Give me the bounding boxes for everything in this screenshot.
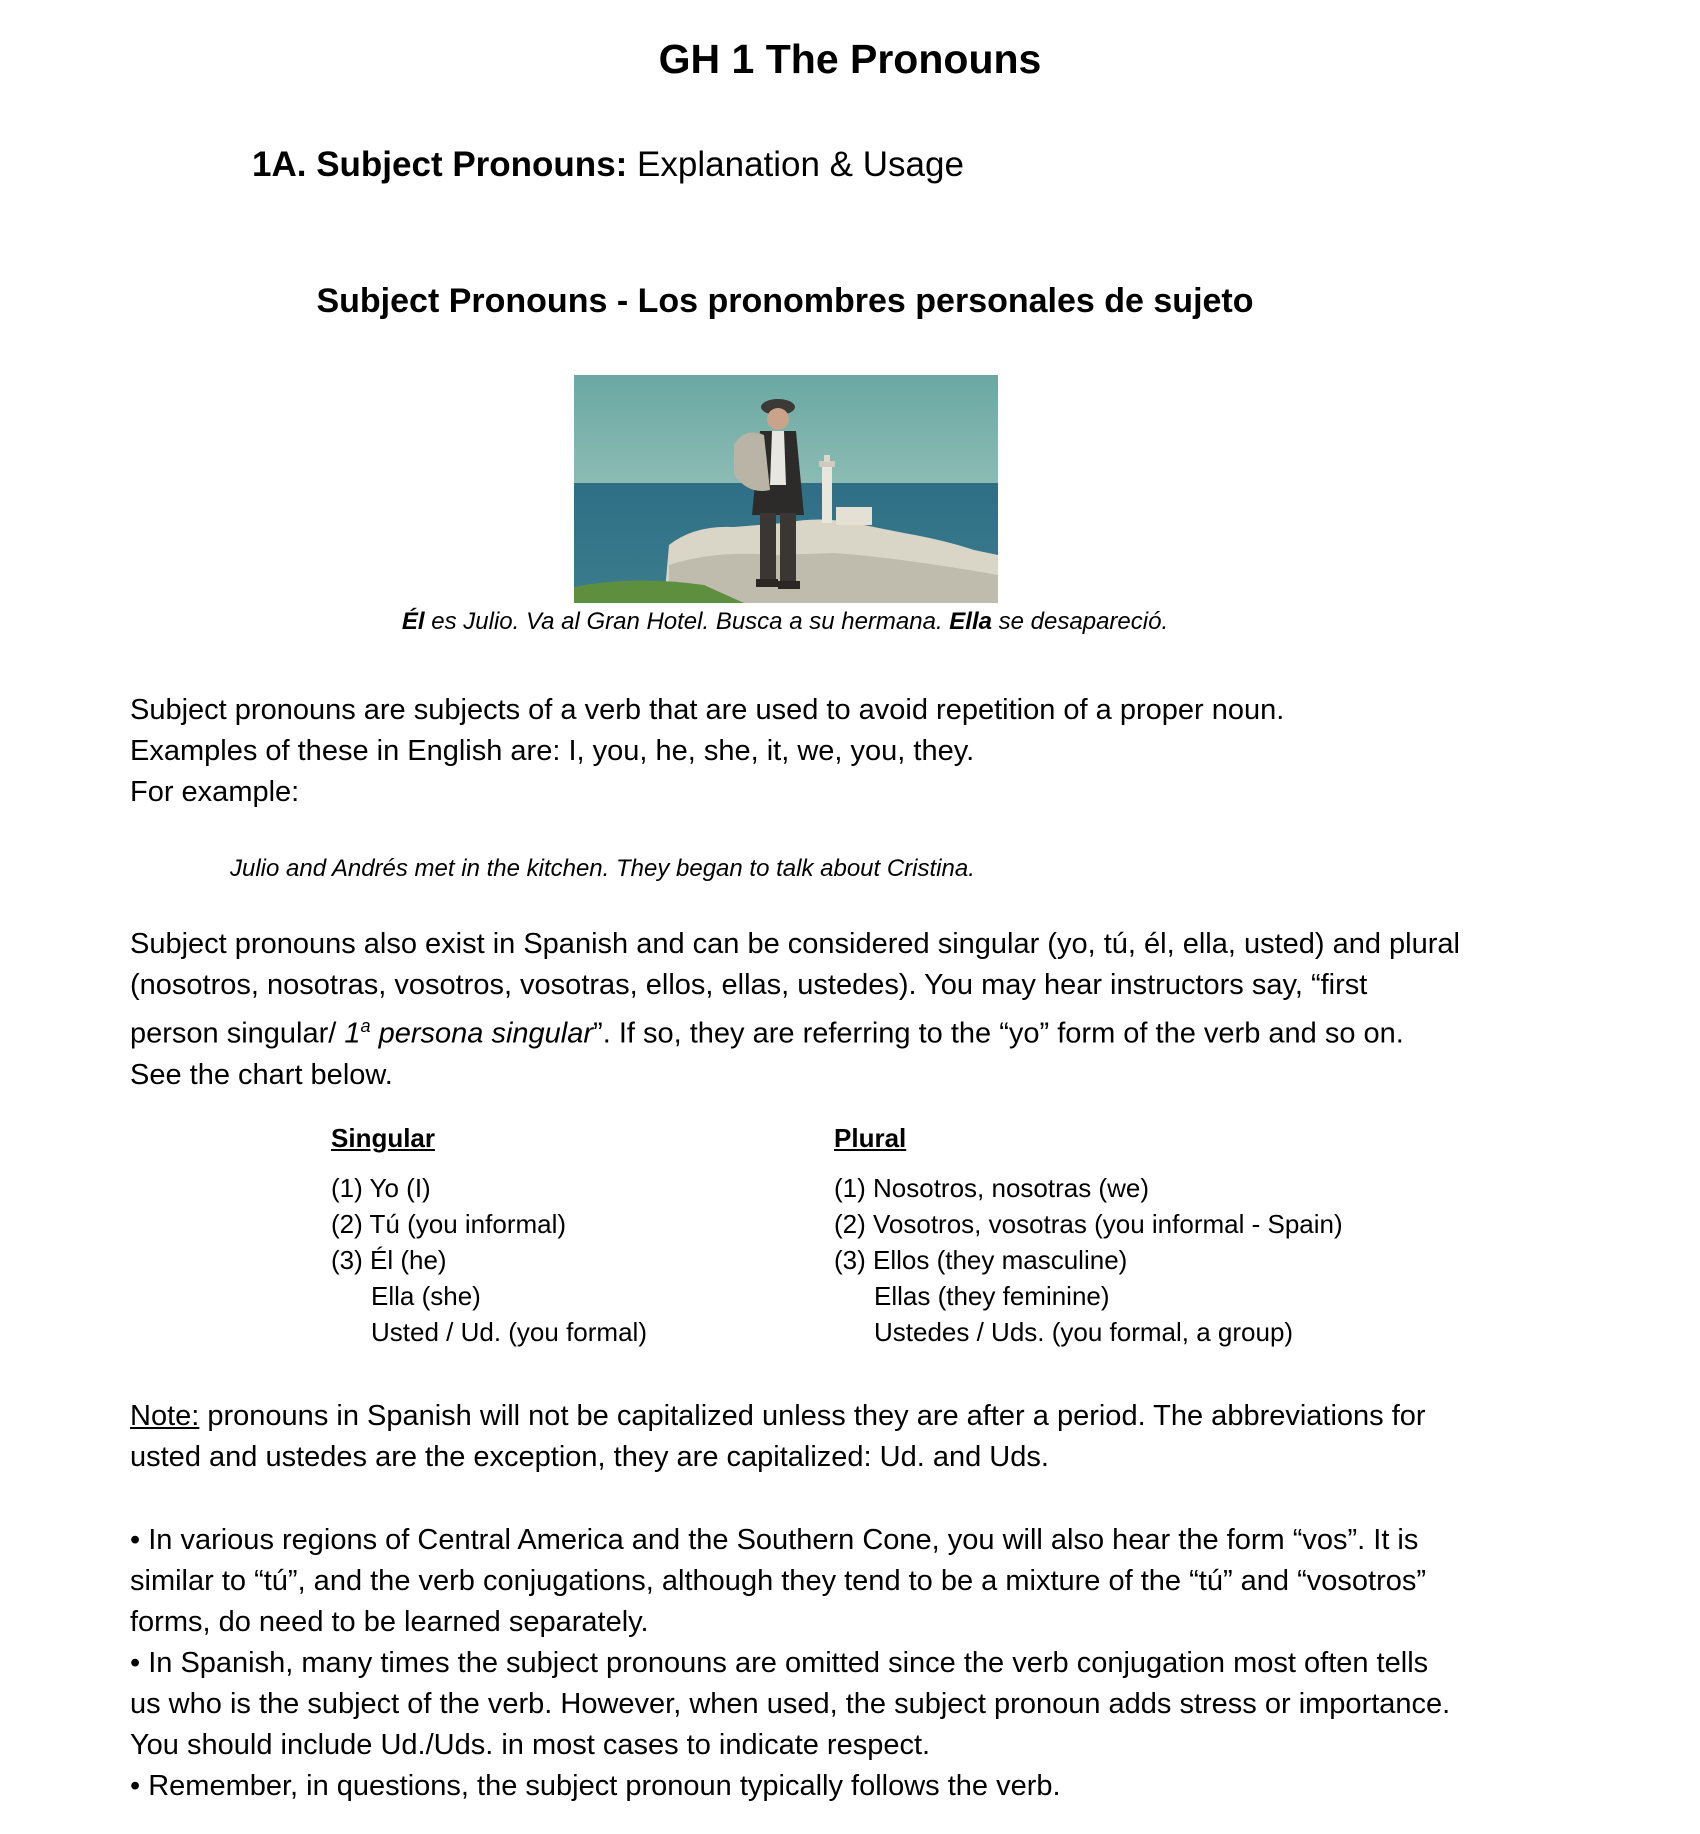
example-sentence: Julio and Andrés met in the kitchen. They began to talk about Cristina. <box>230 855 975 882</box>
plural-row: (3) Ellos (they masculine) <box>834 1245 1128 1275</box>
caption-text-1: es Julio. Va al Gran Hotel. Busca a su hermana. <box>424 608 950 635</box>
singular-row: (3) Él (he) <box>331 1245 447 1275</box>
bullet-item: • In various regions of Central America and the Southern Cone, you will also hear the form “vos”. It is similar to “tú”, and the verb conjugations, although they tend to be a mixture of the “tú” and “vosotros” forms, do need to be learned separately. <box>130 1524 1427 1638</box>
spanish-pronouns-paragraph <box>130 924 1460 1096</box>
bullet-item: • Remember, in questions, the subject pronoun typically follows the verb. <box>130 1770 1061 1802</box>
plural-row: (1) Nosotros, nosotras (we) <box>834 1173 1149 1203</box>
plural-column <box>834 1120 1343 1350</box>
photo-caption <box>0 608 1570 636</box>
caption-pronoun-el: Él <box>401 608 425 635</box>
note-label: Note: <box>130 1400 200 1432</box>
intro-line-2: Examples of these in English are: I, you, he, she, it, we, you, they. <box>130 735 975 767</box>
singular-row: Ella (she) <box>371 1281 481 1311</box>
intro-line-3: For example: <box>130 776 300 808</box>
section-heading <box>252 145 964 185</box>
section-heading-normal: Explanation & Usage <box>637 145 964 184</box>
page-title: GH 1 The Pronouns <box>658 36 1042 82</box>
subheading: Subject Pronouns - Los pronombres personales de sujeto <box>316 282 1254 320</box>
photo-man-lighthouse <box>574 375 998 603</box>
caption-text-2: se desapareció. <box>992 608 1169 635</box>
singular-column <box>331 1120 647 1350</box>
para2-italic-text: persona singular <box>370 1017 594 1050</box>
photo-illustration <box>574 375 998 603</box>
note-text: pronouns in Spanish will not be capitalized unless they are after a period. The abbreviations for usted and ustedes are the exception, they are capitalized: Ud. and Uds. <box>130 1400 1426 1473</box>
bullet-item: • In Spanish, many times the subject pronouns are omitted since the verb conjugation most often tells us who is the subject of the verb. However, when used, the subject pronoun adds stress or importance. You should include Ud./Uds. in most cases to indicate respect. <box>130 1647 1451 1761</box>
intro-line-1: Subject pronouns are subjects of a verb that are used to avoid repetition of a proper noun. <box>130 694 1285 726</box>
singular-row: (2) Tú (you informal) <box>331 1209 567 1239</box>
singular-row: Usted / Ud. (you formal) <box>371 1317 647 1347</box>
para2-sup: a <box>360 1016 371 1036</box>
note-paragraph <box>130 1396 1460 1478</box>
plural-row: Ellas (they feminine) <box>874 1281 1110 1311</box>
singular-row: (1) Yo (I) <box>331 1173 431 1203</box>
para2-italic-num: 1 <box>344 1017 361 1050</box>
plural-row: Ustedes / Uds. (you formal, a group) <box>874 1317 1294 1347</box>
plural-row: (2) Vosotros, vosotras (you informal - Spain) <box>834 1209 1343 1239</box>
caption-pronoun-ella: Ella <box>949 608 992 635</box>
para2-text-a: Subject pronouns also exist in Spanish and can be considered singular (yo, tú, él, ella, usted) and plural (nosotros, nosotras, vosotros, vosotras, ellos, ellas, ustedes). You may hear instructors say, “first person singular/ <box>130 928 1460 1050</box>
para2-text-b: ”. If so, they are referring to the “yo” form of the verb and so on. See the chart below. <box>130 1017 1404 1091</box>
singular-header: Singular <box>331 1123 436 1153</box>
plural-header: Plural <box>834 1123 907 1153</box>
intro-paragraph <box>130 690 1460 813</box>
section-heading-bold: 1A. Subject Pronouns: <box>252 145 628 184</box>
bullet-list <box>130 1520 1460 1807</box>
